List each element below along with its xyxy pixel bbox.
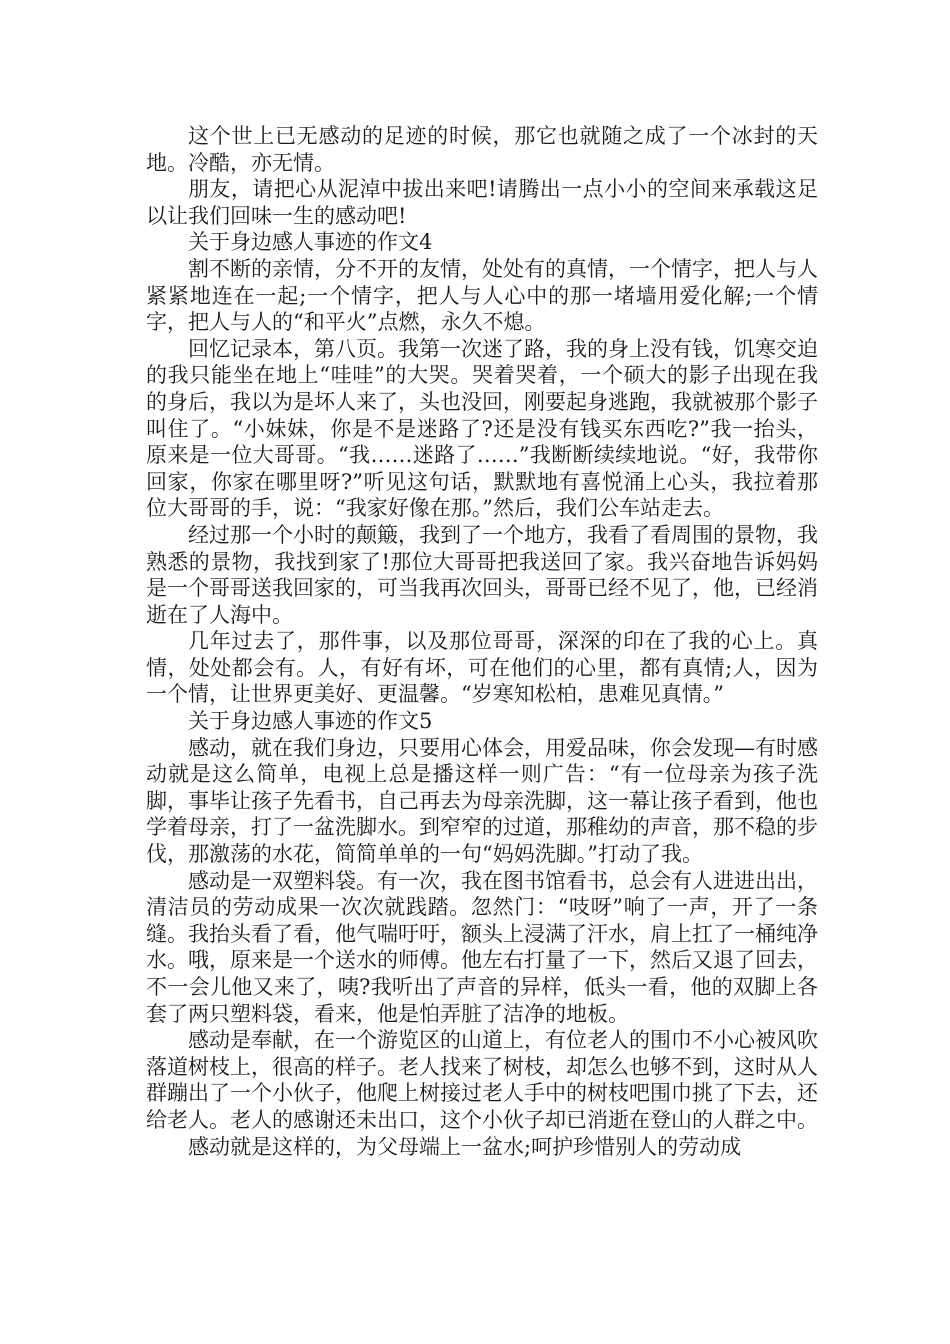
paragraph-7: 感动，就在我们身边，只要用心体会，用爱品味，你会发现—有时感动就是这么简单，电视上总是播这样一则广告：“有一位母亲为孩子洗脚，事毕让孩子先看书，自己再去为母亲洗脚，这一幕让孩子看到，他也学着母亲，打了一盆洗脚水。到窄窄的过道，那稚幼的声音，那不稳的步伐，那激荡的水花，简简单单的一句“妈妈洗脚。”打动了我。 [146, 735, 818, 867]
paragraph-3: 割不断的亲情，分不开的友情，处处有的真情，一个情字，把人与人紧紧地连在一起;一个情字，把人与人心中的那一堵墙用爱化解;一个情字，把人与人的“和平火”点燃，永久不熄。 [146, 256, 818, 335]
section-heading-5: 关于身边感人事迹的作文5 [188, 709, 433, 734]
section-heading-4: 关于身边感人事迹的作文4 [188, 230, 433, 255]
paragraph-9: 感动是奉献，在一个游览区的山道上，有位老人的围巾不小心被风吹落道树枝上，很高的样子。老人找来了树枝，却怎么也够不到，这时从人群蹦出了一个小伙子，他爬上树接过老人手中的树枝吧围巾挑了下去，还给老人。老人的感谢还未出口，这个小伙子却已消逝在登山的人群之中。 [146, 1028, 818, 1132]
paragraph-1: 这个世上已无感动的足迹的时候，那它也就随之成了一个冰封的天地。冷酷，亦无情。 [146, 124, 818, 175]
paragraph-5: 经过那一个小时的颠簸，我到了一个地方，我看了看周围的景物，我熟悉的景物，我找到家了!那位大哥哥把我送回了家。我兴奋地告诉妈妈是一个哥哥送我回家的，可当我再次回头，哥哥已经不见了，他，已经消逝在了人海中。 [146, 522, 818, 627]
paragraph-2: 朋友，请把心从泥淖中拔出来吧!请腾出一点小小的空间来承载这足以让我们回味一生的感动吧! [146, 177, 818, 228]
paragraph-8: 感动是一双塑料袋。有一次，我在图书馆看书，总会有人进进出出，清洁员的劳动成果一次次就践踏。忽然门：“吱呀”响了一声，开了一条缝。我抬头看了看，他气喘吁吁，额头上浸满了汗水，肩上扛了一桶纯净水。哦，原来是一个送水的师傅。他左右打量了一下，然后又退了回去，不一会儿他又来了，咦?我听出了声音的异样，低头一看，他的双脚上各套了两只塑料袋，看来，他是怕弄脏了洁净的地板。 [146, 868, 818, 1026]
paragraph-6: 几年过去了，那件事，以及那位哥哥，深深的印在了我的心上。真情，处处都会有。人，有好有坏，可在他们的心里，都有真情;人，因为一个情，让世界更美好、更温馨。“岁寒知松柏，患难见真情。” [146, 629, 818, 707]
paragraph-10: 感动就是这样的，为父母端上一盆水;呵护珍惜别人的劳动成 [188, 1134, 742, 1159]
article-body [146, 123, 818, 1160]
paragraph-4: 回忆记录本，第八页。我第一次迷了路，我的身上没有钱，饥寒交迫的我只能坐在地上“哇哇”的大哭。哭着哭着，一个硕大的影子出现在我的身后，我以为是坏人来了，头也没回，刚要起身逃跑，我就被那个影子叫住了。“小妹妹，你是不是迷路了?还是没有钱买东西吃?”我一抬头，原来是一位大哥哥。“我……迷路了……”我断断续续地说。“好，我带你回家，你家在哪里呀?”听见这句话，默默地有喜悦涌上心头，我拉着那位大哥哥的手，说：“我家好像在那。”然后，我们公车站走去。 [146, 336, 818, 521]
